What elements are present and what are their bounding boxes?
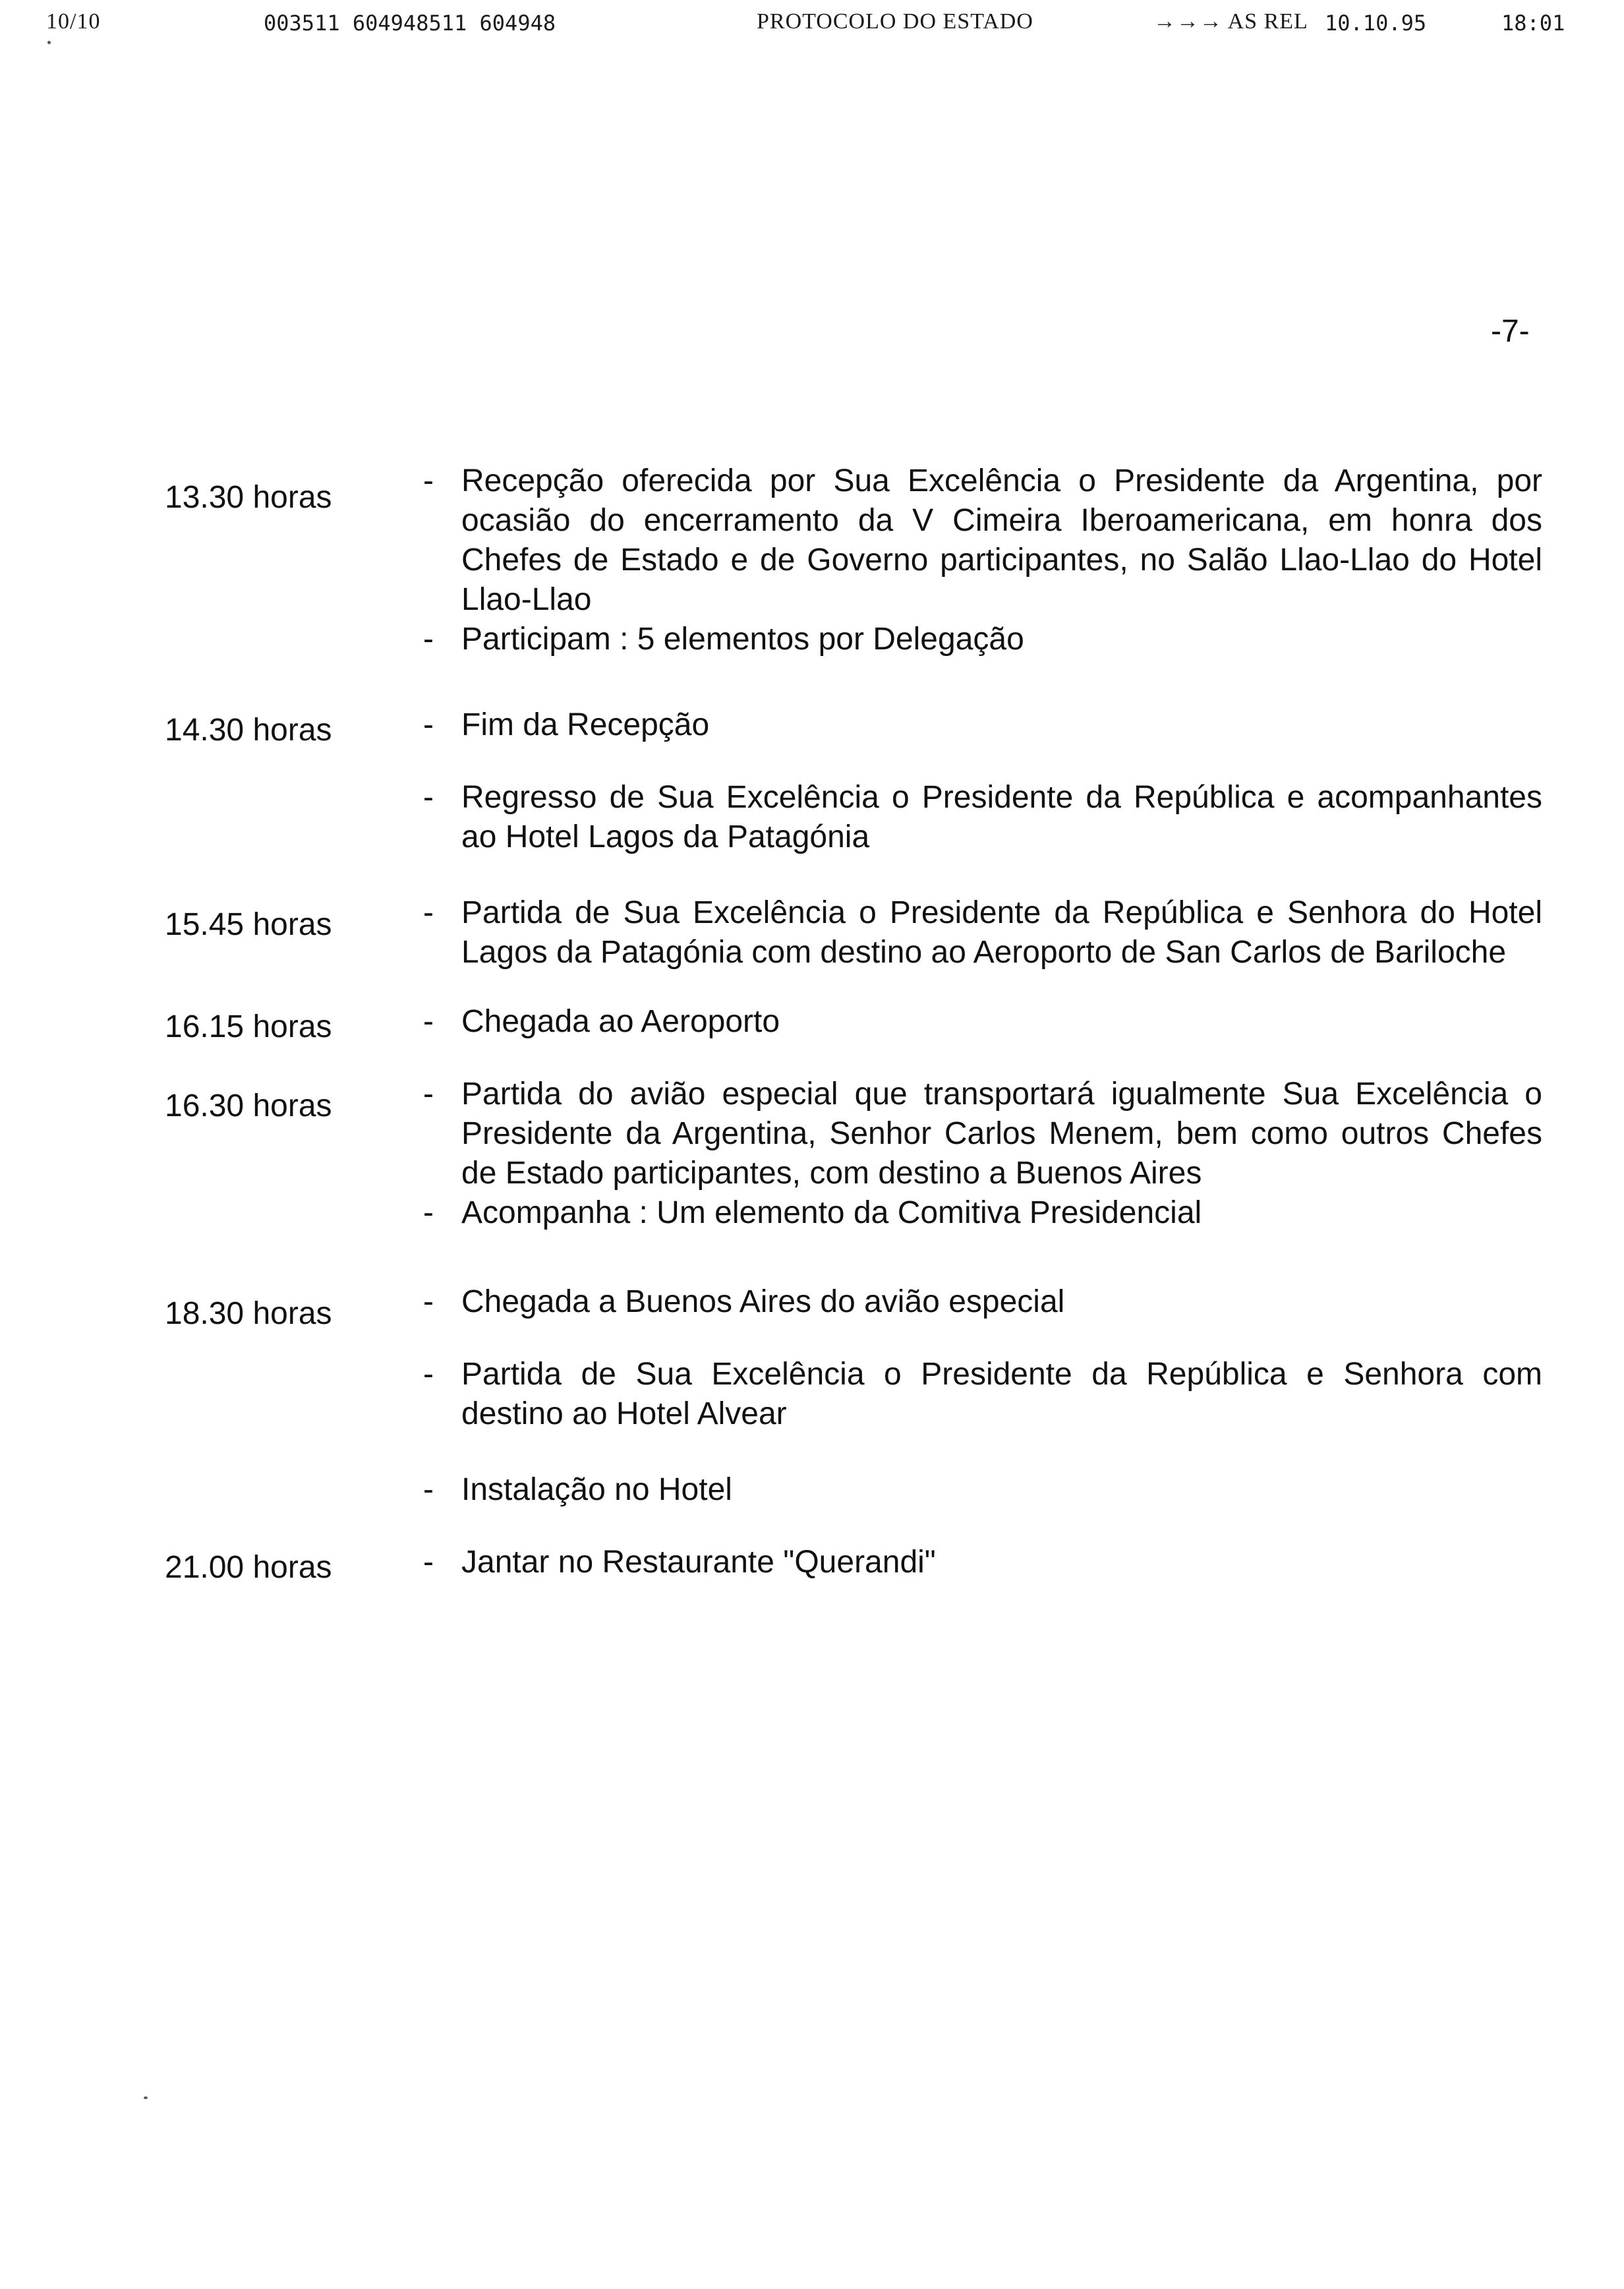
item-dash: - bbox=[423, 1472, 434, 1507]
item-text: Partida de Sua Excelência o Presidente da República e Senhora do Hotel Lagos da Patagónia com destino ao Aeroporto de San Carlos de Bariloche bbox=[461, 895, 1542, 970]
item-text: Acompanha : Um elemento da Comitiva Presidencial bbox=[461, 1195, 1202, 1230]
fax-header bbox=[0, 9, 1624, 42]
schedule-time: 14.30 horas bbox=[165, 713, 332, 748]
schedule-block bbox=[0, 1075, 1624, 1233]
item-dash: - bbox=[423, 622, 434, 657]
schedule-item bbox=[423, 705, 1542, 745]
schedule-block bbox=[0, 461, 1624, 659]
item-text: Fim da Recepção bbox=[461, 707, 710, 742]
item-text: Partida de Sua Excelência o Presidente da República e Senhora com destino ao Hotel Alvear bbox=[461, 1357, 1542, 1431]
item-dash: - bbox=[423, 1004, 434, 1039]
schedule-block bbox=[0, 1002, 1624, 1042]
item-dash: - bbox=[423, 463, 434, 498]
item-text: Regresso de Sua Excelência o Presidente da República e acompanhantes ao Hotel Lagos da Patagónia bbox=[461, 780, 1542, 854]
schedule-item bbox=[423, 620, 1542, 659]
schedule bbox=[0, 461, 1624, 1585]
schedule-block bbox=[0, 1543, 1624, 1585]
fax-sender: PROTOCOLO DO ESTADO bbox=[757, 9, 1033, 34]
schedule-item bbox=[423, 1193, 1542, 1233]
item-dash: - bbox=[423, 1195, 434, 1230]
schedule-item bbox=[423, 1075, 1542, 1193]
schedule-item bbox=[423, 1002, 1542, 1042]
fax-numbers: 003511 604948511 604948 bbox=[264, 11, 556, 36]
schedule-block bbox=[0, 705, 1624, 857]
fax-page-counter: 10/10 bbox=[46, 9, 101, 34]
item-dash: - bbox=[423, 1357, 434, 1392]
item-dash: - bbox=[423, 1545, 434, 1580]
item-dash: - bbox=[423, 895, 434, 930]
fax-time: 18:01 bbox=[1501, 11, 1565, 36]
item-text: Recepção oferecida por Sua Excelência o Presidente da Argentina, por ocasião do encerramento da V Cimeira Iberoamericana, em honra dos Chefes de Estado e de Governo participantes, no Salão Llao-Llao do Hotel Llao-Llao bbox=[461, 463, 1542, 617]
scan-speck bbox=[47, 41, 51, 44]
schedule-time: 15.45 horas bbox=[165, 907, 332, 942]
schedule-time: 21.00 horas bbox=[165, 1550, 332, 1585]
item-text: Participam : 5 elementos por Delegação bbox=[461, 622, 1024, 657]
scan-speck bbox=[144, 2096, 148, 2099]
item-text: Chegada ao Aeroporto bbox=[461, 1004, 780, 1039]
fax-recipient: →→→ AS REL bbox=[1153, 9, 1308, 34]
schedule-block bbox=[0, 893, 1624, 972]
item-dash: - bbox=[423, 707, 434, 742]
item-dash: - bbox=[423, 780, 434, 815]
schedule-time: 13.30 horas bbox=[165, 480, 332, 515]
schedule-block bbox=[0, 1282, 1624, 1510]
schedule-item bbox=[423, 1282, 1542, 1322]
item-text: Instalação no Hotel bbox=[461, 1472, 732, 1507]
item-text: Jantar no Restaurante "Querandi" bbox=[461, 1545, 936, 1580]
schedule-item bbox=[423, 1543, 1542, 1582]
schedule-item bbox=[423, 1355, 1542, 1434]
schedule-item bbox=[423, 893, 1542, 972]
schedule-time: 16.15 horas bbox=[165, 1009, 332, 1044]
schedule-time: 18.30 horas bbox=[165, 1296, 332, 1331]
schedule-item bbox=[423, 1470, 1542, 1510]
fax-date: 10.10.95 bbox=[1325, 11, 1427, 36]
page-number: -7- bbox=[1491, 314, 1530, 349]
item-dash: - bbox=[423, 1077, 434, 1112]
item-text: Partida do avião especial que transportará igualmente Sua Excelência o Presidente da Argentina, Senhor Carlos Menem, bem como outros Chefes de Estado participantes, com destino a Buenos Aires bbox=[461, 1077, 1542, 1191]
schedule-item bbox=[423, 778, 1542, 857]
schedule-item bbox=[423, 461, 1542, 620]
item-dash: - bbox=[423, 1284, 434, 1319]
schedule-time: 16.30 horas bbox=[165, 1088, 332, 1123]
item-text: Chegada a Buenos Aires do avião especial bbox=[461, 1284, 1065, 1319]
